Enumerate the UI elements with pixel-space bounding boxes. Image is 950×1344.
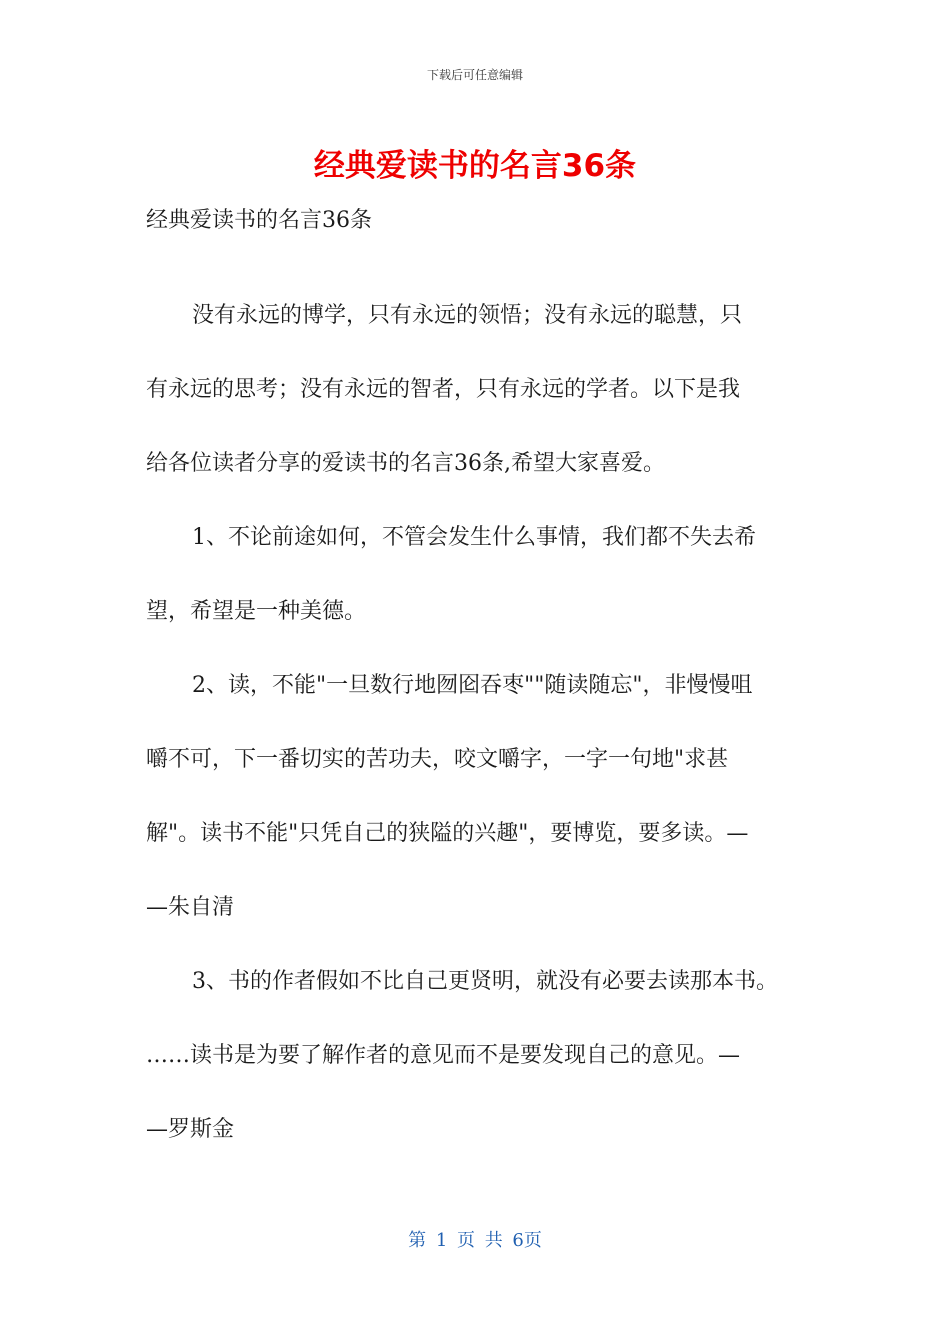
paragraph-line: 望，希望是一种美德。 (146, 599, 367, 624)
paragraph-quote-2 (146, 649, 816, 945)
paragraph-line: 2、读，不能"一旦数行地囫囵吞枣""随读随忘"，非慢慢咀 (192, 673, 753, 698)
document-body (146, 279, 816, 1167)
header-note: 下载后可任意编辑 (426, 68, 523, 82)
paragraph-line: —罗斯金 (146, 1117, 235, 1142)
paragraph-quote-3 (146, 945, 816, 1167)
paragraph-quote-1 (146, 501, 816, 649)
page-number: 第 1 页 共 6页 (408, 1230, 542, 1251)
paragraph-intro (146, 279, 816, 501)
document-title: 经典爱读书的名言36条 (313, 148, 637, 184)
paragraph-line: —朱自清 (146, 895, 235, 920)
paragraph-line: 1、不论前途如何，不管会发生什么事情，我们都不失去希 (192, 525, 756, 550)
paragraph-line: ……读书是为要了解作者的意见而不是要发现自己的意见。— (146, 1043, 741, 1068)
document-subtitle: 经典爱读书的名言36条 (146, 208, 372, 233)
paragraph-line: 3、书的作者假如不比自己更贤明，就没有必要去读那本书。 (192, 969, 778, 994)
paragraph-line: 给各位读者分享的爱读书的名言36条,希望大家喜爱。 (146, 451, 665, 476)
paragraph-line: 没有永远的博学，只有永远的领悟；没有永远的聪慧，只 (192, 303, 743, 328)
paragraph-line: 有永远的思考；没有永远的智者，只有永远的学者。以下是我 (146, 377, 741, 402)
paragraph-line: 解"。读书不能"只凭自己的狭隘的兴趣"，要博览，要多读。— (146, 821, 749, 846)
paragraph-line: 嚼不可，下一番切实的苦功夫，咬文嚼字，一字一句地"求甚 (146, 747, 729, 772)
